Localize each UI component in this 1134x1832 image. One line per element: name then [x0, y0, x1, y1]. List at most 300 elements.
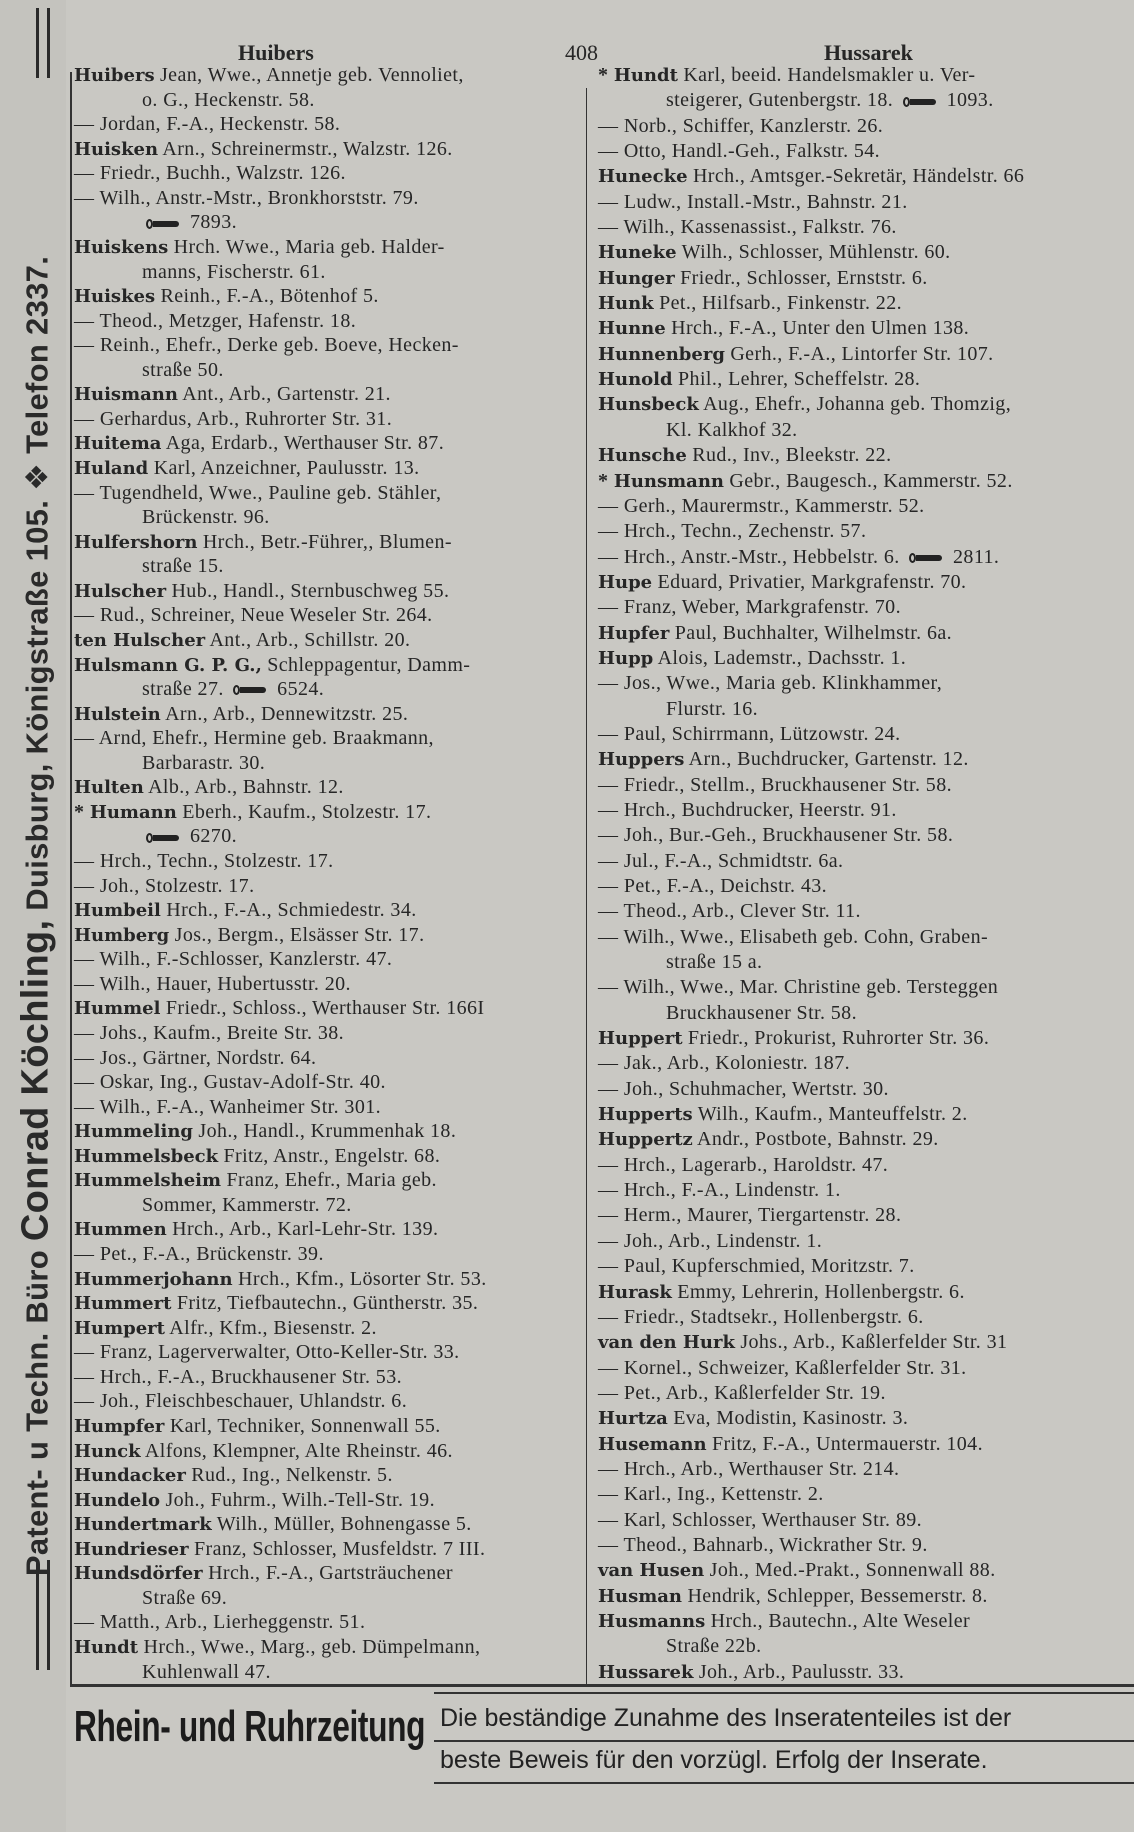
left-column: [74, 64, 579, 1684]
entry-details: Rud., Inv., Bleekstr. 22.: [692, 444, 892, 467]
directory-entry: [74, 899, 579, 922]
continuation-line: [74, 752, 579, 775]
sub-entry: [598, 191, 1128, 214]
continuation-line: [74, 506, 579, 529]
entry-details: Fritz, Tiefbautechn., Güntherstr. 35.: [176, 1292, 479, 1315]
dash-marker: —: [74, 1046, 95, 1069]
continuation-line: [74, 211, 579, 234]
surname: Huiskes: [74, 286, 156, 308]
entry-details: Hrch., Betr.-Führer,, Blumen-: [202, 530, 452, 553]
surname: Humpfer: [74, 1415, 165, 1437]
entry-details: Arn., Arb., Dennewitzstr. 25.: [165, 702, 409, 725]
directory-entry: [598, 444, 1128, 467]
sub-entry: [598, 520, 1128, 543]
double-rule-bottom: [36, 1560, 50, 1670]
sub-entry: [598, 1255, 1128, 1278]
bottom-rule: [70, 1684, 1134, 1687]
entry-details: Hrch. Wwe., Maria geb. Halder-: [173, 235, 445, 258]
dash-marker: —: [598, 545, 619, 568]
dash-marker: —: [74, 1365, 95, 1388]
entry-details: Flurstr. 16.: [666, 697, 759, 720]
entry-details: Bruckhausener Str. 58.: [666, 1001, 857, 1024]
side-ad-part1: Patent- u Techn. Büro: [19, 1250, 55, 1577]
dash-marker: —: [598, 925, 619, 948]
directory-entry: [74, 1145, 579, 1168]
entry-details: Paul, Buchhalter, Wilhelmstr. 6a.: [674, 621, 953, 644]
directory-entry: [598, 292, 1128, 315]
directory-entry: [598, 1585, 1128, 1608]
continuation-line: [598, 89, 1128, 112]
left-column-rule: [70, 72, 72, 1684]
directory-entry: [598, 343, 1128, 366]
sub-entry: [598, 1357, 1128, 1380]
dash-marker: —: [598, 773, 619, 796]
directory-entry: [74, 1317, 579, 1340]
sub-entry: [74, 1243, 579, 1266]
entry-details: Karl, Techniker, Sonnenwall 55.: [169, 1414, 441, 1437]
directory-entry: [74, 64, 579, 87]
entry-details: Wilh., Kaufm., Manteuffelstr. 2.: [697, 1103, 968, 1126]
side-ad-phone: Telefon 2337.: [19, 255, 55, 454]
surname: Hunecke: [598, 166, 688, 188]
surname: Husemann: [598, 1433, 707, 1455]
entry-details: Aga, Erdarb., Werthauser Str. 87.: [165, 432, 445, 455]
surname: Hupe: [598, 571, 653, 593]
entry-details: Otto, Handl.-Geh., Falkstr. 54.: [623, 140, 881, 163]
entry-details: Jak., Arb., Koloniestr. 187.: [623, 1052, 851, 1075]
surname: Huitema: [74, 433, 162, 455]
entry-details: Franz, Lagerverwalter, Otto-Keller-Str. 33.: [99, 1341, 460, 1364]
dash-marker: —: [74, 1021, 95, 1044]
directory-entry: [598, 470, 1128, 493]
entry-details: Theod., Bahnarb., Wickrather Str. 9.: [623, 1533, 928, 1556]
surname: Hunne: [598, 318, 666, 340]
continuation-line: [74, 359, 579, 382]
dash-marker: —: [598, 1052, 619, 1075]
directory-entry: [598, 317, 1128, 340]
side-advertisement: [0, 0, 66, 1832]
entry-details: Hrch., F.-A., Schmiedestr. 34.: [166, 899, 417, 922]
entry-details: Tugendheld, Wwe., Pauline geb. Stähler,: [99, 481, 442, 504]
dash-marker: —: [598, 520, 619, 543]
dash-marker: —: [74, 309, 95, 332]
entry-details: Eduard, Privatier, Markgrafenstr. 70.: [657, 570, 967, 593]
dash-marker: —: [598, 1179, 619, 1202]
directory-entry: [74, 924, 579, 947]
entry-details: Straße 69.: [142, 1586, 228, 1609]
dash-marker: —: [598, 1356, 619, 1379]
surname: Humberg: [74, 924, 170, 946]
entry-details: Pet., F.-A., Brückenstr. 39.: [99, 1243, 324, 1265]
sub-entry: [598, 824, 1128, 847]
asterisk-marker: *: [598, 64, 609, 86]
continuation-line: [598, 1002, 1128, 1025]
dash-marker: —: [598, 1381, 619, 1404]
entry-details: Emmy, Lehrerin, Hollenbergstr. 6.: [677, 1280, 965, 1303]
entry-details: Paul, Kupferschmied, Moritzstr. 7.: [623, 1255, 915, 1278]
entry-details: Theod., Metzger, Hafenstr. 18.: [99, 309, 357, 332]
surname: Hussarek: [598, 1661, 694, 1683]
directory-entry: [598, 1407, 1128, 1430]
dash-marker: —: [598, 875, 619, 897]
entry-details: Ludw., Install.-Mstr., Bahnstr. 21.: [623, 190, 908, 213]
side-ad-text: [15, 166, 58, 1666]
surname: Hundacker: [74, 1465, 186, 1487]
surname: Huppert: [598, 1028, 683, 1050]
sub-entry: [598, 1483, 1128, 1506]
entry-details: Pet., Arb., Kaßlerfelder Str. 19.: [623, 1381, 886, 1404]
entry-details: Gerh., F.-A., Lintorfer Str. 107.: [730, 342, 994, 365]
sub-entry: [598, 1306, 1128, 1329]
directory-entry: [74, 1268, 579, 1291]
sub-entry: [74, 948, 579, 971]
directory-entry: [74, 1169, 579, 1192]
ad-line-2: beste Beweis für den vorzügl. Erfolg der Inserate.: [440, 1746, 988, 1774]
directory-entry: [74, 383, 579, 406]
surname: Hummerjohann: [74, 1268, 233, 1290]
dash-marker: —: [74, 727, 95, 750]
entry-details: Herm., Maurer, Tiergartenstr. 28.: [623, 1204, 902, 1227]
dash-marker: —: [598, 114, 619, 137]
surname: ten Hulscher: [74, 629, 206, 651]
dash-marker: —: [598, 849, 619, 872]
entry-details: Franz, Schlosser, Musfeldstr. 7 III.: [194, 1537, 486, 1560]
sub-entry: [598, 926, 1128, 949]
entry-details: Rud., Schreiner, Neue Weseler Str. 264.: [99, 604, 433, 627]
entry-details: Fritz, F.-A., Untermauerstr. 104.: [711, 1432, 983, 1455]
directory-entry: [74, 1440, 579, 1463]
entry-details: Wilh., Schlosser, Mühlenstr. 60.: [681, 241, 951, 264]
surname: Hunsbeck: [598, 394, 699, 416]
entry-details: Jordan, F.-A., Heckenstr. 58.: [99, 113, 341, 136]
sub-entry: [598, 850, 1128, 873]
sub-entry: [74, 187, 579, 210]
entry-details: Friedr., Schloss., Werthauser Str. 166I: [165, 997, 485, 1020]
surname: Humpert: [74, 1317, 165, 1339]
entry-details: Joh., Fleischbeschauer, Uhlandstr. 6.: [99, 1390, 408, 1413]
sub-entry: [598, 1534, 1128, 1557]
entry-details: Arnd, Ehefr., Hermine geb. Braakmann,: [98, 727, 434, 750]
entry-details: Oskar, Ing., Gustav-Adolf-Str. 40.: [99, 1071, 386, 1094]
surname: Hulfershorn: [74, 531, 198, 553]
directory-entry: [74, 1489, 579, 1512]
dash-marker: —: [598, 494, 619, 517]
entry-details: steigerer, Gutenbergstr. 18.: [666, 89, 894, 112]
surname: Huppers: [598, 749, 685, 771]
sub-entry: [598, 140, 1128, 163]
directory-entry: [598, 1103, 1128, 1126]
entry-details: Johs., Arb., Kaßlerfelder Str. 31: [740, 1331, 1008, 1354]
sub-entry: [74, 162, 579, 185]
dash-marker: —: [74, 334, 95, 357]
surname: Humbeil: [74, 900, 161, 922]
telephone-number: 2811.: [953, 545, 1000, 568]
sub-entry: [598, 976, 1128, 999]
sub-entry: [74, 1022, 579, 1045]
sub-entry: [598, 672, 1128, 695]
surname: Hulscher: [74, 580, 167, 602]
entry-details: Reinh., Ehefr., Derke geb. Boeve, Hecken-: [99, 334, 459, 357]
directory-entry: [74, 432, 579, 455]
dash-marker: —: [598, 1508, 619, 1531]
surname: Hundt: [613, 65, 678, 86]
continuation-line: [74, 1661, 579, 1684]
entry-details: Hrch., Arb., Karl-Lehr-Str. 139.: [172, 1218, 439, 1241]
entry-details: Alb., Arb., Bahnstr. 12.: [148, 776, 344, 799]
directory-entry: [598, 1027, 1128, 1050]
surname: Huiskens: [74, 236, 169, 258]
entry-details: manns, Fischerstr. 61.: [142, 260, 326, 283]
dash-marker: —: [74, 972, 95, 995]
entry-details: Alois, Lademstr., Dachsstr. 1.: [657, 646, 907, 669]
dash-marker: —: [598, 1533, 619, 1556]
entry-details: Jos., Wwe., Maria geb. Klinkhammer,: [623, 672, 943, 695]
continuation-line: [74, 555, 579, 578]
dash-marker: —: [74, 948, 95, 971]
continuation-line: [74, 261, 579, 284]
surname: Hurtza: [598, 1408, 668, 1430]
entry-details: Joh., Med.-Prakt., Sonnenwall 88.: [709, 1559, 996, 1582]
entry-details: Jos., Bergm., Elsässer Str. 17.: [174, 923, 425, 946]
dash-marker: —: [74, 1095, 95, 1118]
dash-marker: —: [598, 1077, 619, 1100]
directory-entry: [74, 531, 579, 554]
entry-details: Eva, Modistin, Kasinostr. 3.: [673, 1407, 909, 1430]
entry-details: Kl. Kalkhof 32.: [666, 418, 798, 441]
surname: Hupp: [598, 647, 654, 669]
sub-entry: [74, 1071, 579, 1094]
continuation-line: [598, 1635, 1128, 1658]
entry-details: straße 27.: [142, 678, 224, 701]
surname: van den Hurk: [598, 1332, 735, 1354]
sub-entry: [598, 1078, 1128, 1101]
sub-entry: [74, 482, 579, 505]
surname: Hummelsbeck: [74, 1145, 219, 1167]
dash-marker: —: [598, 140, 619, 163]
directory-entry: [74, 629, 579, 652]
surname: Husmanns: [598, 1610, 706, 1632]
sub-entry: [598, 495, 1128, 518]
entry-details: Rud., Ing., Nelkenstr. 5.: [191, 1464, 393, 1487]
directory-entry: [598, 267, 1128, 290]
entry-details: Friedr., Stadtsekr., Hollenbergstr. 6.: [623, 1305, 924, 1328]
entry-details: Wilh., F.-A., Wanheimer Str. 301.: [99, 1095, 382, 1118]
surname: Hundelo: [74, 1489, 161, 1511]
entry-details: Matth., Arb., Lierheggenstr. 51.: [99, 1611, 366, 1634]
surname: Hummert: [74, 1293, 172, 1315]
entry-details: Pet., F.-A., Deichstr. 43.: [623, 875, 828, 897]
entry-details: Hrch., Techn., Stolzestr. 17.: [99, 850, 334, 872]
header-left-word: Huibers: [238, 40, 314, 65]
sub-entry: [598, 1458, 1128, 1481]
entry-details: Hrch., Lagerarb., Haroldstr. 47.: [623, 1153, 889, 1176]
entry-details: Hub., Handl., Sternbuschweg 55.: [171, 579, 450, 602]
entry-details: straße 15.: [142, 555, 224, 578]
sub-entry: [598, 1230, 1128, 1253]
sub-entry: [598, 1179, 1128, 1202]
surname: Hupfer: [598, 622, 670, 644]
entry-details: Reinh., F.-A., Bötenhof 5.: [160, 285, 379, 308]
continuation-line: [74, 1587, 579, 1610]
entry-details: Kornel., Schweizer, Kaßlerfelder Str. 31.: [623, 1356, 967, 1379]
entry-details: Hrch., Amtsger.-Sekretär, Händelstr. 66: [692, 165, 1025, 188]
entry-details: Wilh., Kassenassist., Falkstr. 76.: [623, 216, 897, 239]
surname: Huisken: [74, 138, 159, 160]
entry-details: Gerhardus, Arb., Ruhrorter Str. 31.: [99, 407, 393, 430]
entry-details: Phil., Lehrer, Scheffelstr. 28.: [678, 368, 921, 391]
directory-entry: [598, 1128, 1128, 1151]
dash-marker: —: [598, 824, 619, 847]
entry-details: Kuhlenwall 47.: [142, 1660, 271, 1683]
dash-marker: —: [598, 798, 619, 821]
entry-details: Pet., Hilfsarb., Finkenstr. 22.: [659, 292, 903, 315]
continuation-line: [74, 89, 579, 112]
surname: Hulstein: [74, 703, 161, 725]
surname: Hundertmark: [74, 1514, 212, 1536]
dash-marker: —: [598, 596, 619, 619]
sub-entry: [598, 115, 1128, 138]
entry-details: Hrch., Techn., Zechenstr. 57.: [623, 520, 867, 543]
dash-marker: —: [598, 1457, 619, 1480]
entry-details: Hrch., Wwe., Marg., geb. Dümpelmann,: [143, 1636, 481, 1658]
directory-entry: [598, 1433, 1128, 1456]
entry-details: Sommer, Kammerstr. 72.: [142, 1193, 352, 1216]
surname: Hunsmann: [613, 470, 725, 492]
directory-entry: [74, 457, 579, 480]
sub-entry: [598, 1204, 1128, 1227]
sub-entry: [74, 850, 579, 873]
dash-marker: —: [74, 113, 95, 136]
entry-details: Gerh., Maurermstr., Kammerstr. 52.: [623, 494, 925, 517]
continuation-line: [74, 1194, 579, 1217]
sub-entry: [74, 310, 579, 333]
entry-details: Wilh., Wwe., Elisabeth geb. Cohn, Graben-: [623, 925, 989, 948]
entry-details: Hrch., F.-A., Unter den Ulmen 138.: [671, 317, 970, 340]
sub-entry: [74, 1611, 579, 1634]
ad-rule-top: [434, 1692, 1134, 1694]
entry-details: Hrch., Anstr.-Mstr., Hebbelstr. 6.: [623, 545, 900, 568]
telephone-number: 6524.: [277, 678, 325, 701]
entry-details: Hrch., Arb., Werthauser Str. 214.: [623, 1457, 900, 1480]
entry-details: Karl, beeid. Handelsmakler u. Ver-: [683, 64, 976, 86]
dash-marker: —: [74, 1341, 95, 1364]
entry-details: Friedr., Schlosser, Ernststr. 6.: [680, 266, 928, 289]
entry-details: Norb., Schiffer, Kanzlerstr. 26.: [623, 114, 884, 137]
entry-details: Franz, Weber, Markgrafenstr. 70.: [623, 596, 901, 619]
entry-details: Hrch., F.-A., Bruckhausener Str. 53.: [99, 1365, 403, 1388]
entry-details: Karl, Anzeichner, Paulusstr. 13.: [153, 457, 420, 479]
entry-details: Barbarastr. 30.: [142, 751, 266, 774]
entry-details: Arn., Schreinermstr., Walzstr. 126.: [162, 137, 453, 160]
dash-marker: —: [598, 722, 619, 745]
directory-entry: [74, 1120, 579, 1143]
sub-entry: [598, 1382, 1128, 1405]
dash-marker: —: [598, 976, 619, 999]
directory-entry: [598, 1610, 1128, 1633]
entry-details: Hrch., Bautechn., Alte Weseler: [710, 1609, 971, 1632]
dash-marker: —: [74, 162, 95, 185]
surname: Hummel: [74, 998, 161, 1020]
sub-entry: [74, 408, 579, 431]
ad-rule-bottom: [434, 1782, 1134, 1784]
directory-entry: [74, 1464, 579, 1487]
directory-entry: [598, 1281, 1128, 1304]
surname: Hundsdörfer: [74, 1563, 203, 1585]
telephone-icon: [233, 685, 267, 695]
sub-entry: [74, 875, 579, 898]
sub-entry: [74, 334, 579, 357]
directory-entry: [598, 165, 1128, 188]
dash-marker: —: [74, 1243, 95, 1265]
surname: Hunnenberg: [598, 343, 725, 365]
directory-entry: [74, 1513, 579, 1536]
entry-details: Hendrik, Schlepper, Bessemerstr. 8.: [687, 1584, 988, 1607]
entry-details: Wilh., Hauer, Hubertusstr. 20.: [99, 972, 351, 995]
surname: Hunsche: [598, 445, 687, 467]
dash-marker: —: [598, 1204, 619, 1227]
entry-details: Johs., Kaufm., Breite Str. 38.: [99, 1021, 345, 1044]
entry-details: Jul., F.-A., Schmidtstr. 6a.: [623, 849, 844, 872]
directory-entry: [598, 1661, 1128, 1684]
directory-entry: [598, 1331, 1128, 1354]
continuation-line: [74, 825, 579, 848]
dash-marker: —: [74, 604, 95, 627]
entry-details: Theod., Arb., Clever Str. 11.: [623, 900, 861, 923]
surname: Hulten: [74, 777, 144, 799]
sub-entry: [598, 900, 1128, 923]
directory-entry: [598, 241, 1128, 264]
surname: Hulsmann G. P. G.,: [74, 654, 262, 676]
sub-entry: [74, 113, 579, 136]
dash-marker: —: [74, 874, 95, 897]
dash-marker: —: [74, 1071, 95, 1094]
directory-entry: [598, 748, 1128, 771]
directory-entry: [598, 647, 1128, 670]
telephone-number: 7893.: [190, 211, 237, 234]
dash-marker: —: [74, 407, 95, 430]
newspaper-name: Rhein- und Ruhrzeitung: [74, 1702, 426, 1751]
directory-entry: [74, 801, 579, 824]
sub-entry: [74, 973, 579, 996]
dash-marker: —: [74, 1611, 95, 1634]
entry-details: Ant., Arb., Gartenstr. 21.: [182, 383, 391, 406]
telephone-icon: [146, 833, 180, 843]
asterisk-marker: *: [598, 469, 609, 492]
dash-marker: —: [74, 1390, 95, 1413]
entry-details: Wilh., Müller, Bohnengasse 5.: [216, 1513, 472, 1536]
entry-details: Andr., Postbote, Bahnstr. 29.: [697, 1128, 939, 1151]
dash-marker: —: [598, 190, 619, 213]
dash-marker: —: [598, 1255, 619, 1278]
entry-details: Joh., Handl., Krummenhak 18.: [198, 1120, 457, 1143]
header-right-word: Hussarek: [824, 40, 913, 65]
entry-details: Arn., Buchdrucker, Gartenstr. 12.: [688, 748, 969, 771]
side-ad-address: Duisburg, Königstraße 105.: [19, 499, 55, 911]
entry-details: Joh., Fuhrm., Wilh.-Tell-Str. 19.: [165, 1488, 435, 1511]
sub-entry: [598, 1154, 1128, 1177]
telephone-icon: [909, 553, 943, 563]
dash-marker: —: [598, 1305, 619, 1328]
side-ad-name: Conrad Köchling,: [14, 919, 57, 1242]
column-divider: [586, 88, 587, 1684]
entry-details: Joh., Stolzestr. 17.: [99, 874, 255, 897]
sub-entry: [74, 1341, 579, 1364]
bottom-advertisement: [66, 1688, 1134, 1832]
surname: Humann: [89, 801, 177, 823]
surname: Hupperts: [598, 1104, 693, 1126]
surname: Hundrieser: [74, 1538, 189, 1560]
directory-entry: [74, 285, 579, 308]
